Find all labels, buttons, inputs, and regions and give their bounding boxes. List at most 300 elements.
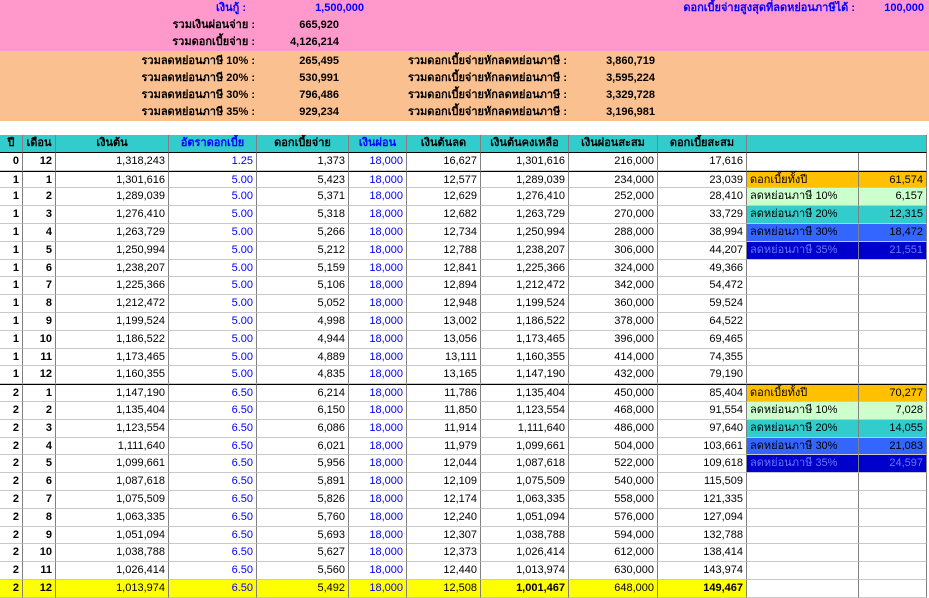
cell-interest-rate[interactable]: 6.50 bbox=[169, 384, 257, 402]
cell-principal-remaining[interactable]: 1,099,661 bbox=[481, 438, 569, 456]
cell-interest-rate[interactable]: 6.50 bbox=[169, 491, 257, 509]
cell-interest-paid[interactable]: 5,956 bbox=[257, 455, 349, 473]
cell-principal-reduced[interactable]: 13,002 bbox=[407, 313, 481, 331]
cell-principal-remaining[interactable]: 1,111,640 bbox=[481, 420, 569, 438]
cell-principal-reduced[interactable]: 11,786 bbox=[407, 384, 481, 402]
cell-month[interactable]: 11 bbox=[23, 562, 56, 580]
cell-interest-accum[interactable]: 143,974 bbox=[658, 562, 747, 580]
cell-interest-paid[interactable]: 6,021 bbox=[257, 438, 349, 456]
cell-principal-reduced[interactable]: 11,979 bbox=[407, 438, 481, 456]
cell-principal-remaining[interactable]: 1,013,974 bbox=[481, 562, 569, 580]
cell-interest-paid[interactable]: 5,052 bbox=[257, 295, 349, 313]
cell-interest-accum[interactable]: 69,465 bbox=[658, 331, 747, 349]
cell-month[interactable]: 3 bbox=[23, 206, 56, 224]
cell-installment[interactable]: 18,000 bbox=[349, 491, 407, 509]
cell-principal[interactable]: 1,238,207 bbox=[56, 260, 169, 278]
empty-cell[interactable] bbox=[859, 562, 927, 580]
cell-interest-paid[interactable]: 6,086 bbox=[257, 420, 349, 438]
cell-interest-accum[interactable]: 149,467 bbox=[658, 580, 747, 598]
cell-interest-rate[interactable]: 5.00 bbox=[169, 260, 257, 278]
cell-interest-paid[interactable]: 5,159 bbox=[257, 260, 349, 278]
cell-interest-accum[interactable]: 44,207 bbox=[658, 242, 747, 260]
cell-principal-reduced[interactable]: 12,577 bbox=[407, 171, 481, 189]
cell-interest-accum[interactable]: 115,509 bbox=[658, 473, 747, 491]
cell-interest-paid[interactable]: 4,835 bbox=[257, 366, 349, 384]
cell-principal-reduced[interactable]: 12,629 bbox=[407, 188, 481, 206]
cell-month[interactable]: 8 bbox=[23, 295, 56, 313]
empty-cell[interactable] bbox=[747, 527, 859, 545]
empty-cell[interactable] bbox=[859, 260, 927, 278]
cell-installment[interactable]: 18,000 bbox=[349, 473, 407, 491]
header-interest-paid[interactable]: ดอกเบี้ยจ่าย bbox=[257, 135, 349, 153]
empty-cell[interactable] bbox=[859, 544, 927, 562]
cell-interest-accum[interactable]: 97,640 bbox=[658, 420, 747, 438]
empty-cell[interactable] bbox=[859, 527, 927, 545]
cell-principal[interactable]: 1,111,640 bbox=[56, 438, 169, 456]
cell-installment[interactable]: 18,000 bbox=[349, 171, 407, 189]
cell-interest-rate[interactable]: 5.00 bbox=[169, 313, 257, 331]
cell-interest-paid[interactable]: 5,423 bbox=[257, 171, 349, 189]
cell-month[interactable]: 9 bbox=[23, 527, 56, 545]
cell-month[interactable]: 4 bbox=[23, 224, 56, 242]
header-interest-rate[interactable]: อัตราดอกเบี้ย bbox=[169, 135, 257, 153]
cell-year[interactable]: 1 bbox=[0, 242, 23, 260]
cell-installment-accum[interactable]: 396,000 bbox=[569, 331, 658, 349]
cell-principal[interactable]: 1,123,554 bbox=[56, 420, 169, 438]
cell-principal[interactable]: 1,318,243 bbox=[56, 153, 169, 171]
cell-principal[interactable]: 1,147,190 bbox=[56, 384, 169, 402]
cell-year[interactable]: 1 bbox=[0, 277, 23, 295]
cell-installment-accum[interactable]: 378,000 bbox=[569, 313, 658, 331]
cell-principal-reduced[interactable]: 13,111 bbox=[407, 349, 481, 367]
cell-principal-remaining[interactable]: 1,038,788 bbox=[481, 527, 569, 545]
cell-interest-accum[interactable]: 132,788 bbox=[658, 527, 747, 545]
header-year[interactable]: ปี bbox=[0, 135, 23, 153]
cell-year[interactable]: 2 bbox=[0, 455, 23, 473]
cell-interest-rate[interactable]: 6.50 bbox=[169, 420, 257, 438]
cell-installment[interactable]: 18,000 bbox=[349, 242, 407, 260]
cell-installment-accum[interactable]: 540,000 bbox=[569, 473, 658, 491]
cell-installment-accum[interactable]: 234,000 bbox=[569, 171, 658, 189]
cell-installment-accum[interactable]: 576,000 bbox=[569, 509, 658, 527]
cell-year[interactable]: 1 bbox=[0, 313, 23, 331]
cell-year[interactable]: 2 bbox=[0, 580, 23, 598]
cell-installment[interactable]: 18,000 bbox=[349, 384, 407, 402]
cell-principal[interactable]: 1,026,414 bbox=[56, 562, 169, 580]
empty-cell[interactable] bbox=[859, 366, 927, 384]
cell-month[interactable]: 12 bbox=[23, 153, 56, 171]
side-summary-label[interactable]: ลดหย่อนภาษี 10% bbox=[747, 402, 859, 420]
cell-year[interactable]: 1 bbox=[0, 206, 23, 224]
cell-month[interactable]: 9 bbox=[23, 313, 56, 331]
empty-cell[interactable] bbox=[859, 509, 927, 527]
side-summary-value[interactable]: 61,574 bbox=[859, 171, 927, 189]
cell-year[interactable]: 1 bbox=[0, 224, 23, 242]
cell-interest-rate[interactable]: 6.50 bbox=[169, 473, 257, 491]
cell-installment-accum[interactable]: 612,000 bbox=[569, 544, 658, 562]
header-installment-accum[interactable]: เงินผ่อนสะสม bbox=[569, 135, 658, 153]
cell-principal[interactable]: 1,225,366 bbox=[56, 277, 169, 295]
cell-month[interactable]: 2 bbox=[23, 188, 56, 206]
cell-principal-reduced[interactable]: 12,307 bbox=[407, 527, 481, 545]
side-summary-label[interactable]: ลดหย่อนภาษี 20% bbox=[747, 420, 859, 438]
cell-interest-rate[interactable]: 5.00 bbox=[169, 277, 257, 295]
cell-month[interactable]: 5 bbox=[23, 242, 56, 260]
cell-interest-rate[interactable]: 6.50 bbox=[169, 455, 257, 473]
cell-principal[interactable]: 1,038,788 bbox=[56, 544, 169, 562]
cell-installment[interactable]: 18,000 bbox=[349, 580, 407, 598]
cell-installment[interactable]: 18,000 bbox=[349, 277, 407, 295]
cell-interest-paid[interactable]: 5,266 bbox=[257, 224, 349, 242]
cell-installment-accum[interactable]: 450,000 bbox=[569, 384, 658, 402]
cell-interest-accum[interactable]: 74,355 bbox=[658, 349, 747, 367]
cell-installment-accum[interactable]: 594,000 bbox=[569, 527, 658, 545]
cell-interest-paid[interactable]: 4,944 bbox=[257, 331, 349, 349]
side-summary-value[interactable]: 14,055 bbox=[859, 420, 927, 438]
cell-year[interactable]: 2 bbox=[0, 562, 23, 580]
cell-installment-accum[interactable]: 324,000 bbox=[569, 260, 658, 278]
side-summary-label[interactable]: ลดหย่อนภาษี 30% bbox=[747, 438, 859, 456]
cell-installment[interactable]: 18,000 bbox=[349, 349, 407, 367]
cell-year[interactable]: 1 bbox=[0, 295, 23, 313]
cell-principal-reduced[interactable]: 12,044 bbox=[407, 455, 481, 473]
cell-principal[interactable]: 1,186,522 bbox=[56, 331, 169, 349]
empty-cell[interactable] bbox=[747, 153, 859, 171]
cell-interest-accum[interactable]: 138,414 bbox=[658, 544, 747, 562]
cell-interest-paid[interactable]: 5,106 bbox=[257, 277, 349, 295]
cell-year[interactable]: 1 bbox=[0, 349, 23, 367]
cell-installment-accum[interactable]: 648,000 bbox=[569, 580, 658, 598]
cell-principal[interactable]: 1,173,465 bbox=[56, 349, 169, 367]
cell-interest-accum[interactable]: 91,554 bbox=[658, 402, 747, 420]
cell-installment[interactable]: 18,000 bbox=[349, 313, 407, 331]
empty-cell[interactable] bbox=[747, 260, 859, 278]
empty-cell[interactable] bbox=[859, 491, 927, 509]
cell-principal-reduced[interactable]: 12,508 bbox=[407, 580, 481, 598]
cell-year[interactable]: 2 bbox=[0, 544, 23, 562]
cell-interest-rate[interactable]: 6.50 bbox=[169, 509, 257, 527]
header-installment[interactable]: เงินผ่อน bbox=[349, 135, 407, 153]
cell-interest-rate[interactable]: 6.50 bbox=[169, 402, 257, 420]
cell-month[interactable]: 10 bbox=[23, 544, 56, 562]
empty-cell[interactable] bbox=[747, 277, 859, 295]
header-blank[interactable] bbox=[747, 135, 927, 153]
cell-interest-paid[interactable]: 4,889 bbox=[257, 349, 349, 367]
cell-year[interactable]: 1 bbox=[0, 260, 23, 278]
side-summary-label[interactable]: ดอกเบี้ยทั้งปี bbox=[747, 384, 859, 402]
cell-interest-accum[interactable]: 85,404 bbox=[658, 384, 747, 402]
cell-month[interactable]: 6 bbox=[23, 260, 56, 278]
cell-installment-accum[interactable]: 432,000 bbox=[569, 366, 658, 384]
cell-installment-accum[interactable]: 252,000 bbox=[569, 188, 658, 206]
cell-year[interactable]: 2 bbox=[0, 473, 23, 491]
cell-installment-accum[interactable]: 468,000 bbox=[569, 402, 658, 420]
cell-principal-remaining[interactable]: 1,075,509 bbox=[481, 473, 569, 491]
cell-principal-remaining[interactable]: 1,225,366 bbox=[481, 260, 569, 278]
cell-year[interactable]: 1 bbox=[0, 188, 23, 206]
cell-principal-reduced[interactable]: 12,948 bbox=[407, 295, 481, 313]
cell-principal-remaining[interactable]: 1,123,554 bbox=[481, 402, 569, 420]
cell-year[interactable]: 1 bbox=[0, 331, 23, 349]
cell-principal-reduced[interactable]: 13,165 bbox=[407, 366, 481, 384]
header-principal-reduced[interactable]: เงินต้นลด bbox=[407, 135, 481, 153]
cell-month[interactable]: 7 bbox=[23, 277, 56, 295]
cell-year[interactable]: 2 bbox=[0, 491, 23, 509]
cell-installment-accum[interactable]: 216,000 bbox=[569, 153, 658, 171]
header-month[interactable]: เดือน bbox=[23, 135, 56, 153]
cell-principal-reduced[interactable]: 13,056 bbox=[407, 331, 481, 349]
cell-principal-reduced[interactable]: 12,373 bbox=[407, 544, 481, 562]
cell-interest-paid[interactable]: 4,998 bbox=[257, 313, 349, 331]
empty-cell[interactable] bbox=[747, 509, 859, 527]
cell-installment[interactable]: 18,000 bbox=[349, 188, 407, 206]
cell-interest-rate[interactable]: 6.50 bbox=[169, 580, 257, 598]
empty-cell[interactable] bbox=[747, 313, 859, 331]
cell-interest-accum[interactable]: 109,618 bbox=[658, 455, 747, 473]
cell-principal-reduced[interactable]: 16,627 bbox=[407, 153, 481, 171]
loan-value[interactable]: 1,500,000 bbox=[315, 2, 364, 14]
empty-cell[interactable] bbox=[747, 366, 859, 384]
cell-interest-paid[interactable]: 5,371 bbox=[257, 188, 349, 206]
cell-interest-paid[interactable]: 5,318 bbox=[257, 206, 349, 224]
cell-principal-reduced[interactable]: 12,734 bbox=[407, 224, 481, 242]
cell-installment[interactable]: 18,000 bbox=[349, 260, 407, 278]
cell-principal-remaining[interactable]: 1,173,465 bbox=[481, 331, 569, 349]
cell-principal[interactable]: 1,135,404 bbox=[56, 402, 169, 420]
cell-principal-remaining[interactable]: 1,199,524 bbox=[481, 295, 569, 313]
header-principal-remaining[interactable]: เงินต้นคงเหลือ bbox=[481, 135, 569, 153]
cell-year[interactable]: 1 bbox=[0, 366, 23, 384]
cell-principal-reduced[interactable]: 11,850 bbox=[407, 402, 481, 420]
cell-interest-rate[interactable]: 6.50 bbox=[169, 438, 257, 456]
side-summary-value[interactable]: 21,083 bbox=[859, 438, 927, 456]
cell-principal[interactable]: 1,289,039 bbox=[56, 188, 169, 206]
cell-principal-remaining[interactable]: 1,087,618 bbox=[481, 455, 569, 473]
cell-installment-accum[interactable]: 414,000 bbox=[569, 349, 658, 367]
cell-principal-remaining[interactable]: 1,063,335 bbox=[481, 491, 569, 509]
cell-principal[interactable]: 1,301,616 bbox=[56, 171, 169, 189]
cell-principal[interactable]: 1,051,094 bbox=[56, 527, 169, 545]
empty-cell[interactable] bbox=[859, 153, 927, 171]
cell-interest-accum[interactable]: 49,366 bbox=[658, 260, 747, 278]
cell-principal-remaining[interactable]: 1,212,472 bbox=[481, 277, 569, 295]
cell-interest-accum[interactable]: 127,094 bbox=[658, 509, 747, 527]
empty-cell[interactable] bbox=[747, 580, 859, 598]
cell-installment-accum[interactable]: 360,000 bbox=[569, 295, 658, 313]
cell-month[interactable]: 6 bbox=[23, 473, 56, 491]
cell-installment[interactable]: 18,000 bbox=[349, 455, 407, 473]
cell-interest-accum[interactable]: 23,039 bbox=[658, 171, 747, 189]
cell-principal-remaining[interactable]: 1,289,039 bbox=[481, 171, 569, 189]
side-summary-label[interactable]: ลดหย่อนภาษี 20% bbox=[747, 206, 859, 224]
empty-cell[interactable] bbox=[859, 349, 927, 367]
cell-principal[interactable]: 1,160,355 bbox=[56, 366, 169, 384]
cell-installment-accum[interactable]: 288,000 bbox=[569, 224, 658, 242]
cell-installment-accum[interactable]: 504,000 bbox=[569, 438, 658, 456]
empty-cell[interactable] bbox=[859, 277, 927, 295]
cell-installment[interactable]: 18,000 bbox=[349, 562, 407, 580]
cell-principal-remaining[interactable]: 1,051,094 bbox=[481, 509, 569, 527]
side-summary-label[interactable]: ดอกเบี้ยทั้งปี bbox=[747, 171, 859, 189]
cell-principal[interactable]: 1,087,618 bbox=[56, 473, 169, 491]
cell-installment[interactable]: 18,000 bbox=[349, 438, 407, 456]
cell-interest-rate[interactable]: 6.50 bbox=[169, 562, 257, 580]
cell-principal-remaining[interactable]: 1,001,467 bbox=[481, 580, 569, 598]
empty-cell[interactable] bbox=[747, 473, 859, 491]
cell-installment[interactable]: 18,000 bbox=[349, 402, 407, 420]
cell-principal-reduced[interactable]: 12,240 bbox=[407, 509, 481, 527]
empty-cell[interactable] bbox=[747, 562, 859, 580]
header-interest-accum[interactable]: ดอกเบี้ยสะสม bbox=[658, 135, 747, 153]
side-summary-value[interactable]: 6,157 bbox=[859, 188, 927, 206]
cell-principal-remaining[interactable]: 1,147,190 bbox=[481, 366, 569, 384]
side-summary-value[interactable]: 7,028 bbox=[859, 402, 927, 420]
cell-interest-rate[interactable]: 5.00 bbox=[169, 242, 257, 260]
cell-interest-accum[interactable]: 64,522 bbox=[658, 313, 747, 331]
cell-interest-paid[interactable]: 5,492 bbox=[257, 580, 349, 598]
cell-principal-reduced[interactable]: 12,788 bbox=[407, 242, 481, 260]
cell-month[interactable]: 1 bbox=[23, 171, 56, 189]
cell-installment[interactable]: 18,000 bbox=[349, 331, 407, 349]
cell-principal-reduced[interactable]: 12,174 bbox=[407, 491, 481, 509]
empty-cell[interactable] bbox=[859, 295, 927, 313]
cell-month[interactable]: 1 bbox=[23, 384, 56, 402]
cell-principal-reduced[interactable]: 12,841 bbox=[407, 260, 481, 278]
cell-principal-remaining[interactable]: 1,238,207 bbox=[481, 242, 569, 260]
cell-interest-accum[interactable]: 33,729 bbox=[658, 206, 747, 224]
cell-interest-accum[interactable]: 17,616 bbox=[658, 153, 747, 171]
cell-principal-remaining[interactable]: 1,160,355 bbox=[481, 349, 569, 367]
cell-interest-rate[interactable]: 6.50 bbox=[169, 527, 257, 545]
cell-year[interactable]: 2 bbox=[0, 438, 23, 456]
cell-principal[interactable]: 1,263,729 bbox=[56, 224, 169, 242]
cell-year[interactable]: 0 bbox=[0, 153, 23, 171]
cell-month[interactable]: 12 bbox=[23, 366, 56, 384]
cell-month[interactable]: 4 bbox=[23, 438, 56, 456]
side-summary-value[interactable]: 70,277 bbox=[859, 384, 927, 402]
cell-interest-paid[interactable]: 5,627 bbox=[257, 544, 349, 562]
cell-principal[interactable]: 1,013,974 bbox=[56, 580, 169, 598]
side-summary-value[interactable]: 21,551 bbox=[859, 242, 927, 260]
cell-month[interactable]: 8 bbox=[23, 509, 56, 527]
cell-installment[interactable]: 18,000 bbox=[349, 295, 407, 313]
cell-principal-remaining[interactable]: 1,026,414 bbox=[481, 544, 569, 562]
cell-installment[interactable]: 18,000 bbox=[349, 509, 407, 527]
empty-cell[interactable] bbox=[747, 544, 859, 562]
side-summary-label[interactable]: ลดหย่อนภาษี 30% bbox=[747, 224, 859, 242]
cell-installment[interactable]: 18,000 bbox=[349, 544, 407, 562]
cell-principal-remaining[interactable]: 1,276,410 bbox=[481, 188, 569, 206]
cell-principal-reduced[interactable]: 12,109 bbox=[407, 473, 481, 491]
cell-principal-reduced[interactable]: 12,682 bbox=[407, 206, 481, 224]
max-deduct-value[interactable]: 100,000 bbox=[884, 2, 924, 14]
cell-interest-accum[interactable]: 38,994 bbox=[658, 224, 747, 242]
cell-interest-rate[interactable]: 5.00 bbox=[169, 224, 257, 242]
cell-principal[interactable]: 1,250,994 bbox=[56, 242, 169, 260]
side-summary-label[interactable]: ลดหย่อนภาษี 10% bbox=[747, 188, 859, 206]
cell-principal[interactable]: 1,276,410 bbox=[56, 206, 169, 224]
cell-interest-paid[interactable]: 5,693 bbox=[257, 527, 349, 545]
empty-cell[interactable] bbox=[747, 491, 859, 509]
cell-interest-paid[interactable]: 1,373 bbox=[257, 153, 349, 171]
empty-cell[interactable] bbox=[747, 349, 859, 367]
cell-interest-accum[interactable]: 54,472 bbox=[658, 277, 747, 295]
cell-principal-remaining[interactable]: 1,186,522 bbox=[481, 313, 569, 331]
cell-interest-rate[interactable]: 1.25 bbox=[169, 153, 257, 171]
cell-installment[interactable]: 18,000 bbox=[349, 153, 407, 171]
cell-installment-accum[interactable]: 558,000 bbox=[569, 491, 658, 509]
side-summary-value[interactable]: 18,472 bbox=[859, 224, 927, 242]
side-summary-value[interactable]: 12,315 bbox=[859, 206, 927, 224]
cell-year[interactable]: 2 bbox=[0, 402, 23, 420]
cell-interest-paid[interactable]: 5,826 bbox=[257, 491, 349, 509]
cell-interest-rate[interactable]: 5.00 bbox=[169, 188, 257, 206]
side-summary-label[interactable]: ลดหย่อนภาษี 35% bbox=[747, 242, 859, 260]
cell-interest-paid[interactable]: 5,560 bbox=[257, 562, 349, 580]
empty-cell[interactable] bbox=[859, 580, 927, 598]
cell-year[interactable]: 2 bbox=[0, 509, 23, 527]
header-principal[interactable]: เงินต้น bbox=[56, 135, 169, 153]
cell-principal[interactable]: 1,075,509 bbox=[56, 491, 169, 509]
cell-interest-rate[interactable]: 5.00 bbox=[169, 295, 257, 313]
cell-year[interactable]: 2 bbox=[0, 384, 23, 402]
cell-interest-paid[interactable]: 6,150 bbox=[257, 402, 349, 420]
cell-installment-accum[interactable]: 342,000 bbox=[569, 277, 658, 295]
cell-interest-accum[interactable]: 59,524 bbox=[658, 295, 747, 313]
side-summary-value[interactable]: 24,597 bbox=[859, 455, 927, 473]
side-summary-label[interactable]: ลดหย่อนภาษี 35% bbox=[747, 455, 859, 473]
cell-principal-remaining[interactable]: 1,250,994 bbox=[481, 224, 569, 242]
cell-principal-remaining[interactable]: 1,263,729 bbox=[481, 206, 569, 224]
empty-cell[interactable] bbox=[859, 313, 927, 331]
cell-installment[interactable]: 18,000 bbox=[349, 224, 407, 242]
cell-interest-rate[interactable]: 5.00 bbox=[169, 349, 257, 367]
cell-interest-accum[interactable]: 103,661 bbox=[658, 438, 747, 456]
cell-installment[interactable]: 18,000 bbox=[349, 420, 407, 438]
cell-interest-rate[interactable]: 5.00 bbox=[169, 206, 257, 224]
cell-installment[interactable]: 18,000 bbox=[349, 527, 407, 545]
cell-month[interactable]: 11 bbox=[23, 349, 56, 367]
cell-month[interactable]: 7 bbox=[23, 491, 56, 509]
cell-installment-accum[interactable]: 630,000 bbox=[569, 562, 658, 580]
cell-principal-remaining[interactable]: 1,135,404 bbox=[481, 384, 569, 402]
cell-month[interactable]: 12 bbox=[23, 580, 56, 598]
cell-interest-accum[interactable]: 121,335 bbox=[658, 491, 747, 509]
cell-month[interactable]: 5 bbox=[23, 455, 56, 473]
cell-installment-accum[interactable]: 306,000 bbox=[569, 242, 658, 260]
cell-interest-paid[interactable]: 5,891 bbox=[257, 473, 349, 491]
cell-interest-rate[interactable]: 5.00 bbox=[169, 171, 257, 189]
cell-year[interactable]: 2 bbox=[0, 420, 23, 438]
cell-principal-reduced[interactable]: 12,894 bbox=[407, 277, 481, 295]
cell-interest-rate[interactable]: 5.00 bbox=[169, 331, 257, 349]
cell-interest-rate[interactable]: 5.00 bbox=[169, 366, 257, 384]
cell-month[interactable]: 2 bbox=[23, 402, 56, 420]
cell-principal[interactable]: 1,063,335 bbox=[56, 509, 169, 527]
cell-installment[interactable]: 18,000 bbox=[349, 206, 407, 224]
cell-principal[interactable]: 1,199,524 bbox=[56, 313, 169, 331]
empty-cell[interactable] bbox=[859, 331, 927, 349]
cell-interest-paid[interactable]: 6,214 bbox=[257, 384, 349, 402]
cell-month[interactable]: 3 bbox=[23, 420, 56, 438]
cell-installment-accum[interactable]: 522,000 bbox=[569, 455, 658, 473]
cell-year[interactable]: 2 bbox=[0, 527, 23, 545]
cell-interest-rate[interactable]: 6.50 bbox=[169, 544, 257, 562]
cell-installment-accum[interactable]: 270,000 bbox=[569, 206, 658, 224]
cell-year[interactable]: 1 bbox=[0, 171, 23, 189]
cell-principal-remaining[interactable]: 1,301,616 bbox=[481, 153, 569, 171]
cell-installment-accum[interactable]: 486,000 bbox=[569, 420, 658, 438]
